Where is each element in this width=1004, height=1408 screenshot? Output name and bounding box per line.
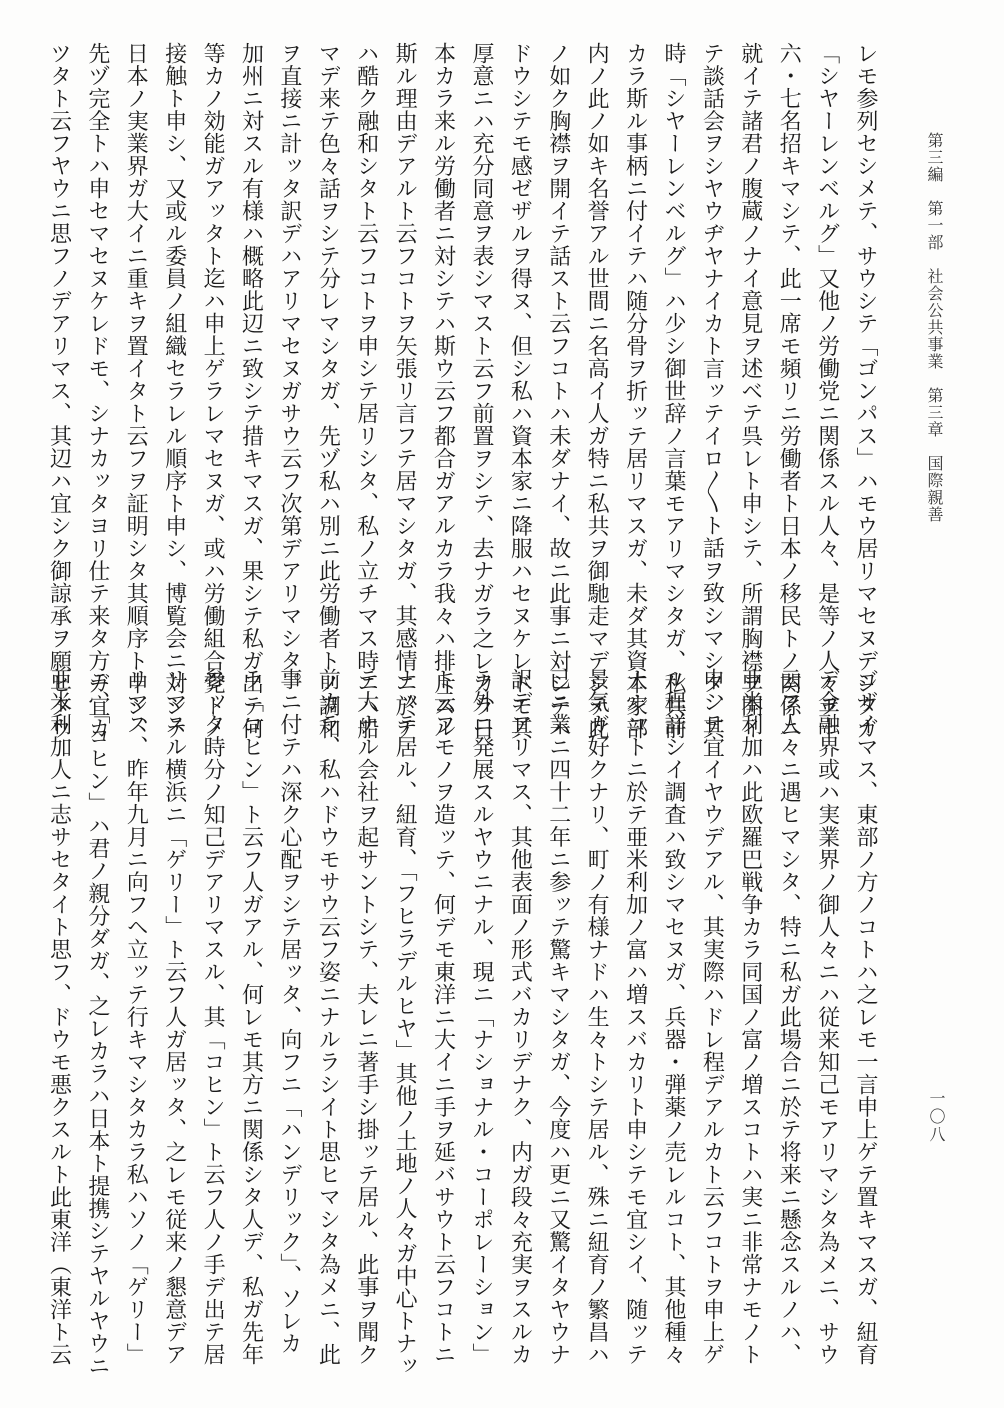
text-column: 内ノ此ノ如キ名誉アル世間ニ名高イ人ガ特ニ私共ヲ御馳走マデシテ此: [584, 42, 610, 740]
text-column: ラ「コヒン」ト云フ人ガアル、何レモ其方ニ関係シタ人デ、私ガ先年: [238, 668, 264, 1366]
text-column: 事ニ付テハ深ク心配ヲシテ居ッタ、向フニ「ハンデリック」、ソレカ: [276, 668, 302, 1355]
text-column: ニ、「コヒン」ハ君ノ親分ダガ、之レカラハ日本ト提携シテヤルヤウニ: [84, 668, 110, 1377]
text-column: 景気ガ好クナリ、町ノ有様ナドハ生々トシテ居ル、殊ニ紐育ノ繁昌ハ: [584, 668, 610, 1366]
lower-text-block: [46, 668, 884, 1377]
text-column: 接触ト申シ、又或ル委員ノ組織セラレル順序ト申シ、博覧会ニ対シテ: [161, 42, 187, 740]
text-column: リマスル横浜ニ「ゲリー」ト云フ人ガ居ッタ、之レモ従来ノ懇意デア: [161, 668, 187, 1366]
text-column: 云フ人々ニ遇ヒマシタ、特ニ私ガ此場合ニ於テ将来ニ懸念スルノハ、: [776, 668, 802, 1366]
text-column: 参ッタ時分ノ知己デアリマスル、其「コヒン」ト云フ人ノ手デ出テ居: [200, 668, 226, 1366]
text-column: 前カラ、私ハドウモサウ云フ姿ニナルラシイト思ヒマシタ為メニ、此: [315, 668, 341, 1366]
page-number: 一〇八: [927, 1090, 946, 1144]
text-column: 斯ル理由デアルト云フコトヲ矢張リ言フテ居マシタガ、其感情ニ於テ: [392, 42, 418, 740]
text-column: 亜米利加人ニ志サセタイト思フ、ドウモ悪クスルト此東洋（東洋ト云: [46, 668, 72, 1366]
text-column: 等カノ効能ガアッタト迄ハ申上ゲラレマセヌガ、或ハ労働組合党トノ: [200, 42, 226, 740]
text-column: テ大ナル会社ヲ起サントシテ、夫レニ著手シ掛ッテ居ル、此事ヲ聞ク: [353, 668, 379, 1366]
text-column: ラ外ニ発展スルヤウニナル、現ニ「ナショナル・コーポレーション」: [468, 668, 494, 1366]
text-column: 訳デアリマス、其他表面ノ形式バカリデナク、内ガ段々充実ヲスルカ: [507, 668, 533, 1366]
text-column: 本カラ来ル労働者ニ対シテハ斯ウ云フ都合ガアルカラ我々ハ排斥スル: [430, 42, 456, 740]
upper-text-block: [46, 42, 884, 740]
text-column: 時「シヤーレンベルグ」ハ少シ御世辞ノ言葉モアリマシタガ、私共前: [660, 42, 686, 740]
text-column: ト云フモノヲ造ッテ、何デモ東洋ニ大イニ手ヲ延バサウト云フコトニ: [430, 668, 456, 1366]
text-column: リマス、昨年九月ニ向フヘ立ッテ行キマシタカラ私ハソノ「ゲリー」: [123, 668, 149, 1366]
text-column: レモ参列セシメテ、サウシテ「ゴンパス」ハモウ居リマセヌデシタガ: [853, 42, 878, 740]
text-column: 申シテ宜イヤウデアル、其実際ハドレ程デアルカト云フコトヲ申上ゲ: [699, 668, 725, 1366]
text-column: デ金融界或ハ実業界ノ御人々ニハ従来知己モアリマシタ為メニ、サウ: [814, 668, 840, 1366]
text-column: ナッテ居ル、紐育、「フヒラデルヒヤ」其他ノ土地ノ人々ガ中心トナッ: [392, 668, 418, 1377]
text-column: 六・七名招キマシテ、此一席モ頻リニ労働者ト日本ノ移民トノ関係ニ: [776, 42, 802, 740]
text-column: 「シヤーレンベルグ」又他ノ労働党ニ関係スル人々、是等ノ人々ヲ十: [814, 42, 840, 740]
text-column: ヲ直接ニ計ッタ訳デハアリマセヌガサウ云フ次第デアリマシタ。: [276, 42, 302, 695]
text-column: マデ来テ色々話ヲシテ分レマシタガ、先ヅ私ハ別ニ此労働者トノ調和: [315, 42, 341, 740]
text-column: ノ如ク胸襟ヲ開イテ話スト云フコトハ未ダナイ、故ニ此事ニ対シテハ: [545, 42, 571, 740]
text-column: 亜米利加ハ此欧羅巴戦争カラ同国ノ富ノ増スコトハ実ニ非常ナモノト: [737, 668, 763, 1366]
text-column: 先ヅ完全トハ申セマセヌケレドモ、シナカッタヨリ仕テ来タ方ガ宜カ: [84, 42, 110, 740]
text-column: ドウシテモ感ゼザルヲ得ヌ、但シ私ハ資本家ニ降服ハセヌケレドモ其: [507, 42, 533, 740]
text-column: ツタト云フヤウニ思フノデアリマス、其辺ハ宜シク御諒承ヲ願ヒタウ: [46, 42, 72, 740]
running-header: 第三編 第一部 社会公共事業 第三章 国際親善: [925, 132, 944, 523]
text-column: ル程詳シイ調査ハ致シマセヌガ、兵器・弾薬ノ売レルコト、其他種々: [660, 668, 686, 1366]
text-column: ナルコトニ於テ亜米利加ノ富ハ増スバカリト申シテモ宜シイ、随ッテ: [622, 668, 648, 1366]
text-column: ハ酷ク融和シタト云フコトヲ申シテ居リシタ、私ノ立チマス時ニハ船: [353, 42, 379, 740]
text-column: 加州ニ対スル有様ハ概略此辺ニ致シテ措キマスガ、果シテ私ガ出テ何: [238, 42, 264, 740]
text-column: 就イテ諸君ノ腹蔵ノナイ意見ヲ述ベテ呉レト申シテ、所謂胸襟ヲ開イ: [737, 42, 763, 740]
text-column: 厚意ニハ充分同意ヲ表シマスト云フ前置ヲシテ、去ナガラ之レカラ日: [468, 42, 494, 740]
text-column: テ談話会ヲシヤウヂヤナイカト言ッテイロ〳〵ト話ヲ致シマシタ、其: [699, 42, 725, 739]
text-column: ゴザイマス、東部ノ方ノコトハ之レモ一言申上ゲテ置キマスガ、紐育: [853, 668, 878, 1366]
text-column: 日本ノ実業界ガ大イニ重キヲ置イタト云フヲ証明シタ其順序ト申シ、: [123, 42, 149, 740]
text-column: 已ニ業ニ四十二年ニ参ッテ驚キマシタガ、今度ハ更ニ又驚イタヤウナ: [545, 668, 571, 1366]
text-column: カラ斯ル事柄ニ付イテハ随分骨ヲ折ッテ居リマスガ、未ダ其資本家部: [622, 42, 648, 740]
